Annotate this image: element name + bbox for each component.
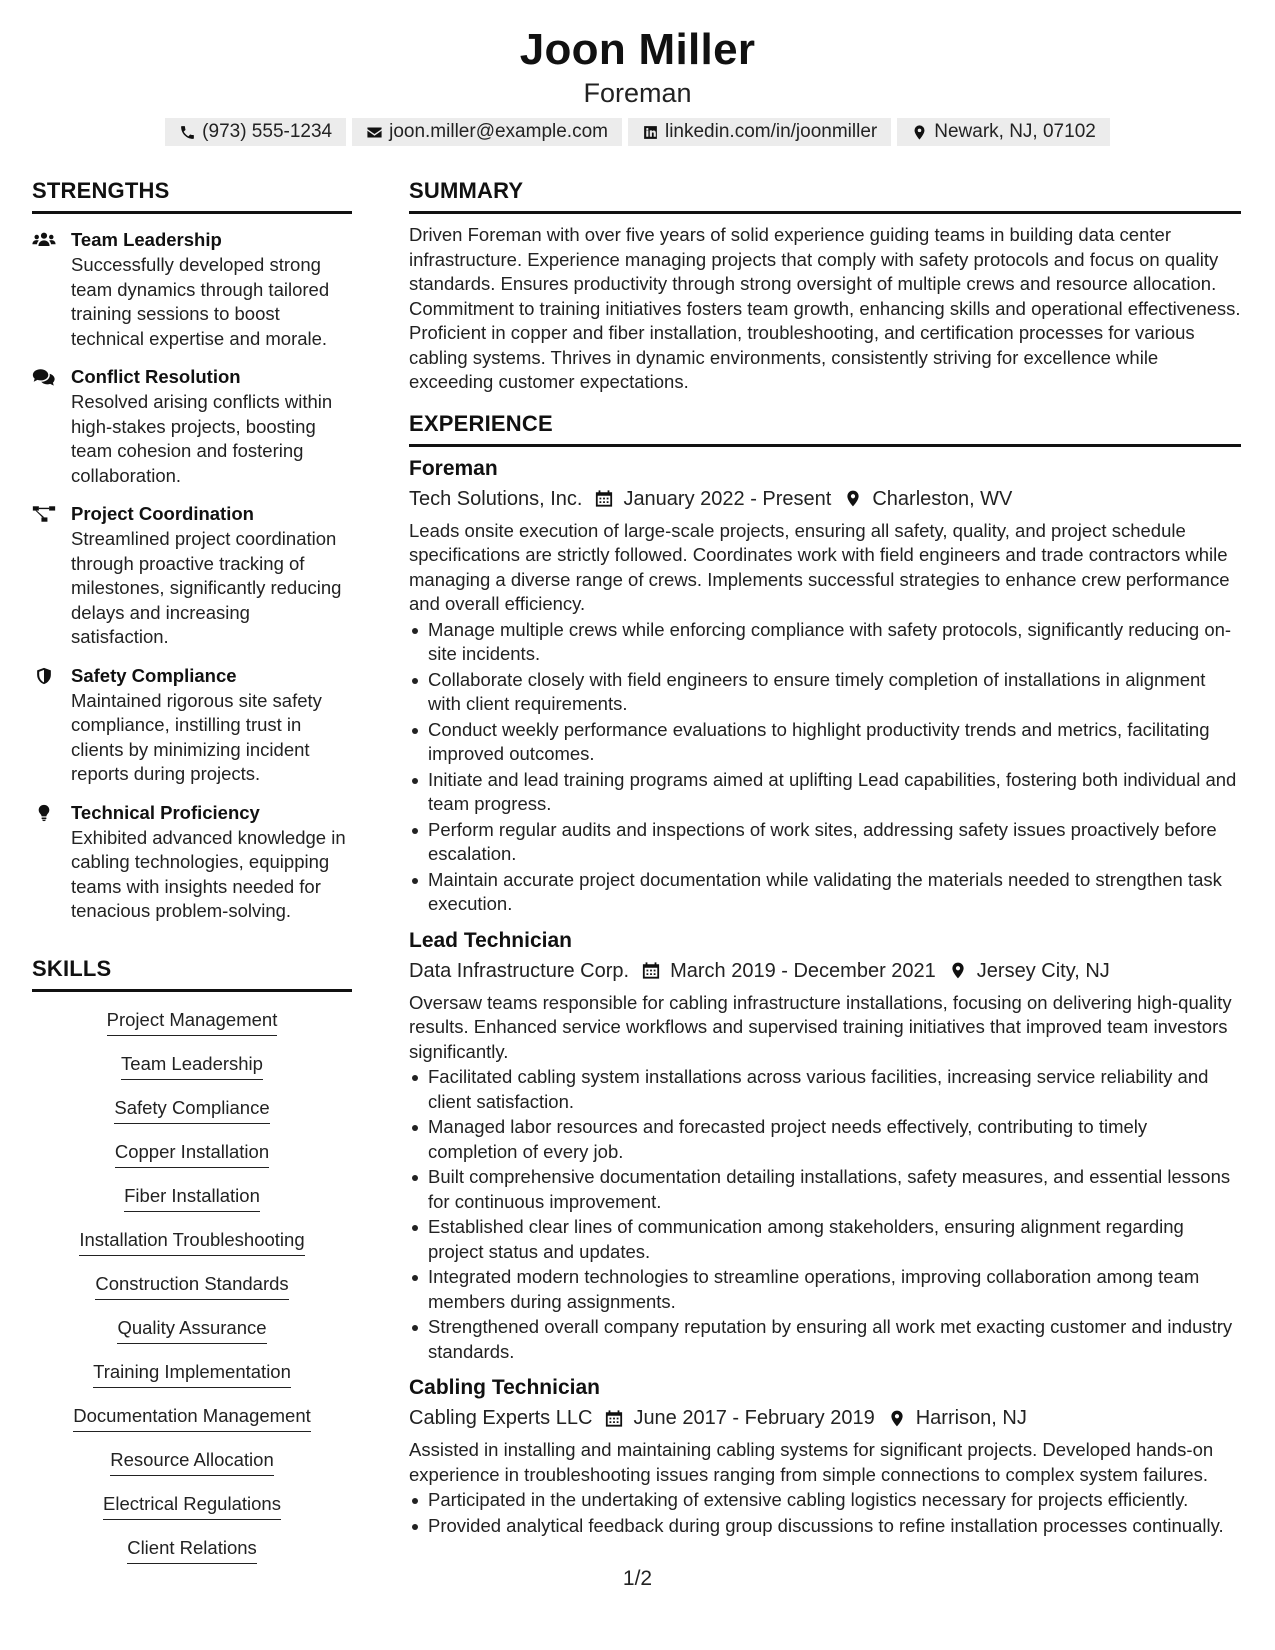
strengths-heading: STRENGTHS	[32, 178, 352, 214]
job-location: Charleston, WV	[872, 487, 1013, 510]
skill-tag: Fiber Installation	[124, 1184, 260, 1212]
contact-email[interactable]	[352, 118, 622, 146]
skill-tag: Team Leadership	[121, 1052, 263, 1080]
job-meta	[409, 1403, 1241, 1433]
strength-item	[32, 365, 352, 488]
skills-heading: SKILLS	[32, 956, 352, 992]
job-dates: March 2019 - December 2021	[670, 959, 936, 982]
contact-phone-text: (973) 555-1234	[202, 121, 333, 142]
list-item: Established clear lines of communication among stakeholders, ensuring alignment regarding project status and updates.	[409, 1215, 1241, 1264]
job-title: Foreman	[409, 456, 498, 480]
comments-icon	[32, 367, 56, 387]
lightbulb-icon	[32, 803, 56, 823]
contact-email-text: joon.miller@example.com	[389, 121, 608, 142]
job-title: Lead Technician	[409, 928, 572, 952]
job-location: Harrison, NJ	[915, 1407, 1027, 1429]
strength-title: Team Leadership	[71, 229, 222, 250]
job-dates: January 2022 - Present	[623, 487, 832, 510]
strength-item	[32, 801, 352, 924]
job-meta	[409, 484, 1241, 514]
skill-tag: Resource Allocation	[110, 1448, 274, 1476]
strength-item	[32, 664, 352, 787]
list-item: Facilitated cabling system installations across various facilities, increasing service reliability and client satisfaction.	[409, 1065, 1241, 1114]
linkedin-icon	[642, 124, 659, 141]
phone-icon	[179, 124, 196, 141]
list-item: Manage multiple crews while enforcing compliance with safety protocols, significantly reducing on-site incidents.	[409, 618, 1241, 667]
calendar-icon	[642, 961, 660, 980]
job-location: Jersey City, NJ	[976, 959, 1110, 982]
calendar-icon	[605, 1409, 623, 1428]
strength-title: Project Coordination	[71, 503, 254, 524]
strength-item	[32, 228, 352, 351]
left-column	[32, 178, 352, 1580]
strength-title: Conflict Resolution	[71, 366, 241, 387]
calendar-icon	[595, 489, 613, 508]
contact-bar	[0, 118, 1275, 146]
skill-tag: Installation Troubleshooting	[79, 1228, 304, 1256]
summary-heading: SUMMARY	[409, 178, 1241, 214]
list-item: Collaborate closely with field engineers to ensure timely completion of installations in alignment with client requirements.	[409, 668, 1241, 717]
strength-desc: Exhibited advanced knowledge in cabling technologies, equipping teams with insights needed for tenacious problem-solving.	[71, 826, 346, 921]
job-description: Oversaw teams responsible for cabling infrastructure installations, focusing on delivering high-quality results. Enhanced service workflows and supervised training initiatives that improved team investors significantly.	[409, 991, 1232, 1062]
job-company: Data Infrastructure Corp.	[409, 959, 630, 982]
skill-tag: Documentation Management	[73, 1404, 311, 1432]
envelope-icon	[366, 124, 383, 141]
experience-heading: EXPERIENCE	[409, 411, 1241, 447]
strength-desc: Resolved arising conflicts within high-stakes projects, boosting team cohesion and fostering collaboration.	[71, 391, 333, 486]
right-column	[409, 178, 1241, 1539]
contact-linkedin-text: linkedin.com/in/joonmiller	[664, 121, 878, 142]
job-company: Cabling Experts LLC	[409, 1407, 593, 1429]
job-meta	[409, 956, 1241, 986]
contact-phone	[165, 118, 346, 146]
map-pin-icon	[844, 489, 862, 508]
list-item: Integrated modern technologies to streamline operations, improving collaboration among team members during assignments.	[409, 1265, 1241, 1314]
users-icon	[32, 230, 56, 250]
strength-desc: Maintained rigorous site safety compliance, instilling trust in clients by minimizing incident reports during projects.	[71, 689, 322, 784]
list-item: Maintain accurate project documentation while validating the materials needed to strengthen task execution.	[409, 868, 1241, 917]
job-title: Cabling Technician	[409, 1376, 600, 1399]
job-description: Leads onsite execution of large-scale projects, ensuring all safety, quality, and project schedule specifications are strictly followed. Coordinates work with field engineers and trade contractors while managing a diverse range of crews. Implements successful strategies to enhance crew performance and overall efficiency.	[409, 519, 1230, 614]
strength-title: Technical Proficiency	[71, 801, 260, 823]
skill-tag: Quality Assurance	[117, 1316, 266, 1344]
map-pin-icon	[911, 124, 928, 141]
summary-text: Driven Foreman with over five years of solid experience guiding teams in building data center infrastructure. Experience managing projects that comply with safety protocols and focus on quality standards. Ensures productivity through strong oversight of multiple crews and resource allocation. Commitment to training initiatives fosters team growth, enhancing skills and operational effectiveness. Proficient in copper and fiber installation, troubleshooting, and certification processes for various cabling systems. Thrives in dynamic environments, consistently striving for excellence while exceeding customer expectations.	[409, 224, 1241, 392]
map-pin-icon	[949, 961, 967, 980]
skill-tag: Client Relations	[127, 1536, 257, 1564]
job-bullets	[409, 1488, 1241, 1538]
job-dates: June 2017 - February 2019	[633, 1407, 875, 1429]
page-number: 1/2	[622, 1567, 653, 1590]
job-description: Assisted in installing and maintaining cabling systems for significant projects. Developed hands-on experience in troubleshooting issues ranging from simple connections to complex system failures.	[409, 1439, 1214, 1485]
job-bullets	[409, 618, 1241, 917]
candidate-name: Joon Miller	[519, 25, 756, 74]
strength-desc: Streamlined project coordination through proactive tracking of milestones, significantly reducing delays and increasing satisfaction.	[71, 528, 342, 647]
candidate-title: Foreman	[583, 78, 692, 108]
list-item: Initiate and lead training programs aimed at uplifting Lead capabilities, fostering both individual and team progress.	[409, 768, 1241, 817]
strength-desc: Successfully developed strong team dynamics through tailored training sessions to boost technical expertise and morale.	[71, 254, 330, 349]
job-entry	[409, 927, 1241, 1365]
skill-tag: Construction Standards	[95, 1272, 288, 1300]
strength-item	[32, 502, 352, 650]
skill-tag: Electrical Regulations	[103, 1492, 281, 1520]
job-company: Tech Solutions, Inc.	[409, 487, 583, 510]
skills-list	[32, 1008, 352, 1580]
skill-tag: Safety Compliance	[114, 1096, 269, 1124]
shield-icon	[32, 666, 56, 686]
list-item: Strengthened overall company reputation by ensuring all work met exacting customer and industry standards.	[409, 1315, 1241, 1364]
job-bullets	[409, 1065, 1241, 1364]
contact-linkedin[interactable]	[628, 118, 891, 146]
job-entry	[409, 455, 1241, 917]
map-pin-icon	[888, 1409, 906, 1428]
list-item: Managed labor resources and forecasted project needs effectively, contributing to timely completion of every job.	[409, 1115, 1241, 1164]
list-item: Participated in the undertaking of extensive cabling logistics necessary for projects efficiently.	[409, 1488, 1241, 1513]
project-diagram-icon	[32, 504, 56, 524]
contact-location	[897, 118, 1110, 146]
resume-header	[0, 24, 1275, 146]
list-item: Perform regular audits and inspections of work sites, addressing safety issues proactively before escalation.	[409, 818, 1241, 867]
list-item: Conduct weekly performance evaluations to highlight productivity trends and metrics, facilitating improved outcomes.	[409, 718, 1241, 767]
list-item: Provided analytical feedback during group discussions to refine installation processes continually.	[409, 1514, 1241, 1539]
skill-tag: Training Implementation	[93, 1360, 291, 1388]
job-entry	[409, 1374, 1241, 1538]
strength-title: Safety Compliance	[71, 664, 237, 686]
list-item: Built comprehensive documentation detailing installations, safety measures, and essential lessons for continuous improvement.	[409, 1165, 1241, 1214]
skill-tag: Project Management	[107, 1008, 278, 1036]
skill-tag: Copper Installation	[115, 1140, 269, 1168]
contact-location-text: Newark, NJ, 07102	[934, 121, 1096, 142]
